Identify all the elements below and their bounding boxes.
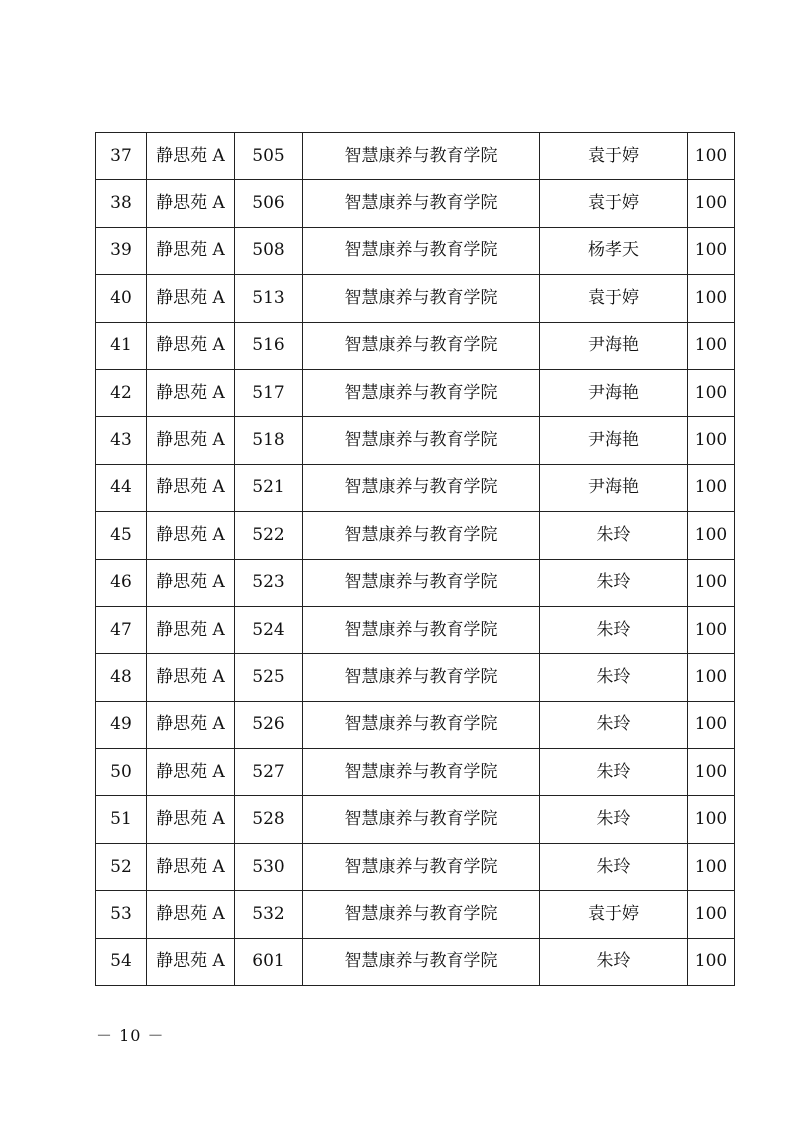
room-number-cell: 524 (235, 606, 303, 653)
score-cell: 100 (688, 275, 735, 322)
building-cell: 静思苑 A (147, 701, 235, 748)
score-cell: 100 (688, 606, 735, 653)
college-cell: 智慧康养与教育学院 (303, 133, 540, 180)
row-number-cell: 42 (96, 369, 147, 416)
inspector-name-cell: 尹海艳 (540, 322, 688, 369)
row-number-cell: 38 (96, 180, 147, 227)
inspector-name-cell: 朱玲 (540, 654, 688, 701)
college-cell: 智慧康养与教育学院 (303, 843, 540, 890)
building-cell: 静思苑 A (147, 275, 235, 322)
table-row (96, 322, 735, 369)
building-cell: 静思苑 A (147, 417, 235, 464)
table-body (96, 133, 735, 986)
score-cell: 100 (688, 654, 735, 701)
inspector-name-cell: 杨孝天 (540, 227, 688, 274)
table-row (96, 369, 735, 416)
score-cell: 100 (688, 749, 735, 796)
room-number-cell: 518 (235, 417, 303, 464)
score-cell: 100 (688, 322, 735, 369)
table-row (96, 275, 735, 322)
table-row (96, 796, 735, 843)
inspector-name-cell: 袁于婷 (540, 180, 688, 227)
college-cell: 智慧康养与教育学院 (303, 796, 540, 843)
inspector-name-cell: 尹海艳 (540, 464, 688, 511)
college-cell: 智慧康养与教育学院 (303, 512, 540, 559)
college-cell: 智慧康养与教育学院 (303, 891, 540, 938)
inspector-name-cell: 朱玲 (540, 843, 688, 890)
inspector-name-cell: 朱玲 (540, 796, 688, 843)
inspector-name-cell: 朱玲 (540, 701, 688, 748)
room-number-cell: 601 (235, 938, 303, 985)
college-cell: 智慧康养与教育学院 (303, 654, 540, 701)
inspector-name-cell: 朱玲 (540, 559, 688, 606)
room-number-cell: 527 (235, 749, 303, 796)
table-row (96, 749, 735, 796)
building-cell: 静思苑 A (147, 654, 235, 701)
page-number: － 10 － (96, 1026, 165, 1045)
inspector-name-cell: 尹海艳 (540, 369, 688, 416)
building-cell: 静思苑 A (147, 322, 235, 369)
row-number-cell: 48 (96, 654, 147, 701)
college-cell: 智慧康养与教育学院 (303, 275, 540, 322)
room-number-cell: 528 (235, 796, 303, 843)
dormitory-score-table (95, 132, 735, 986)
college-cell: 智慧康养与教育学院 (303, 701, 540, 748)
row-number-cell: 51 (96, 796, 147, 843)
table-row (96, 417, 735, 464)
row-number-cell: 45 (96, 512, 147, 559)
row-number-cell: 52 (96, 843, 147, 890)
building-cell: 静思苑 A (147, 843, 235, 890)
row-number-cell: 54 (96, 938, 147, 985)
room-number-cell: 508 (235, 227, 303, 274)
row-number-cell: 47 (96, 606, 147, 653)
row-number-cell: 37 (96, 133, 147, 180)
score-cell: 100 (688, 512, 735, 559)
inspector-name-cell: 朱玲 (540, 606, 688, 653)
table-row (96, 891, 735, 938)
row-number-cell: 40 (96, 275, 147, 322)
table-row (96, 512, 735, 559)
score-cell: 100 (688, 559, 735, 606)
room-number-cell: 525 (235, 654, 303, 701)
building-cell: 静思苑 A (147, 133, 235, 180)
inspector-name-cell: 袁于婷 (540, 133, 688, 180)
table-row (96, 464, 735, 511)
college-cell: 智慧康养与教育学院 (303, 180, 540, 227)
row-number-cell: 41 (96, 322, 147, 369)
row-number-cell: 39 (96, 227, 147, 274)
score-cell: 100 (688, 938, 735, 985)
room-number-cell: 530 (235, 843, 303, 890)
college-cell: 智慧康养与教育学院 (303, 322, 540, 369)
row-number-cell: 43 (96, 417, 147, 464)
score-cell: 100 (688, 180, 735, 227)
score-cell: 100 (688, 133, 735, 180)
score-cell: 100 (688, 891, 735, 938)
room-number-cell: 532 (235, 891, 303, 938)
row-number-cell: 50 (96, 749, 147, 796)
table-row (96, 559, 735, 606)
room-number-cell: 513 (235, 275, 303, 322)
college-cell: 智慧康养与教育学院 (303, 464, 540, 511)
room-number-cell: 517 (235, 369, 303, 416)
building-cell: 静思苑 A (147, 749, 235, 796)
college-cell: 智慧康养与教育学院 (303, 749, 540, 796)
building-cell: 静思苑 A (147, 891, 235, 938)
college-cell: 智慧康养与教育学院 (303, 369, 540, 416)
score-cell: 100 (688, 796, 735, 843)
building-cell: 静思苑 A (147, 369, 235, 416)
table-row (96, 606, 735, 653)
score-cell: 100 (688, 843, 735, 890)
college-cell: 智慧康养与教育学院 (303, 417, 540, 464)
room-number-cell: 521 (235, 464, 303, 511)
college-cell: 智慧康养与教育学院 (303, 606, 540, 653)
inspector-name-cell: 朱玲 (540, 938, 688, 985)
room-number-cell: 522 (235, 512, 303, 559)
room-number-cell: 506 (235, 180, 303, 227)
building-cell: 静思苑 A (147, 180, 235, 227)
score-cell: 100 (688, 369, 735, 416)
building-cell: 静思苑 A (147, 938, 235, 985)
building-cell: 静思苑 A (147, 559, 235, 606)
building-cell: 静思苑 A (147, 796, 235, 843)
room-number-cell: 523 (235, 559, 303, 606)
score-cell: 100 (688, 464, 735, 511)
building-cell: 静思苑 A (147, 606, 235, 653)
building-cell: 静思苑 A (147, 512, 235, 559)
building-cell: 静思苑 A (147, 227, 235, 274)
inspector-name-cell: 朱玲 (540, 749, 688, 796)
table-row (96, 701, 735, 748)
inspector-name-cell: 朱玲 (540, 512, 688, 559)
score-cell: 100 (688, 417, 735, 464)
inspector-name-cell: 尹海艳 (540, 417, 688, 464)
row-number-cell: 44 (96, 464, 147, 511)
building-cell: 静思苑 A (147, 464, 235, 511)
room-number-cell: 505 (235, 133, 303, 180)
table-row (96, 654, 735, 701)
inspector-name-cell: 袁于婷 (540, 891, 688, 938)
row-number-cell: 49 (96, 701, 147, 748)
room-number-cell: 526 (235, 701, 303, 748)
table-row (96, 843, 735, 890)
table-row (96, 938, 735, 985)
table-row (96, 180, 735, 227)
table-row (96, 227, 735, 274)
table-row (96, 133, 735, 180)
inspector-name-cell: 袁于婷 (540, 275, 688, 322)
score-cell: 100 (688, 227, 735, 274)
score-cell: 100 (688, 701, 735, 748)
college-cell: 智慧康养与教育学院 (303, 559, 540, 606)
row-number-cell: 46 (96, 559, 147, 606)
row-number-cell: 53 (96, 891, 147, 938)
room-number-cell: 516 (235, 322, 303, 369)
college-cell: 智慧康养与教育学院 (303, 227, 540, 274)
college-cell: 智慧康养与教育学院 (303, 938, 540, 985)
